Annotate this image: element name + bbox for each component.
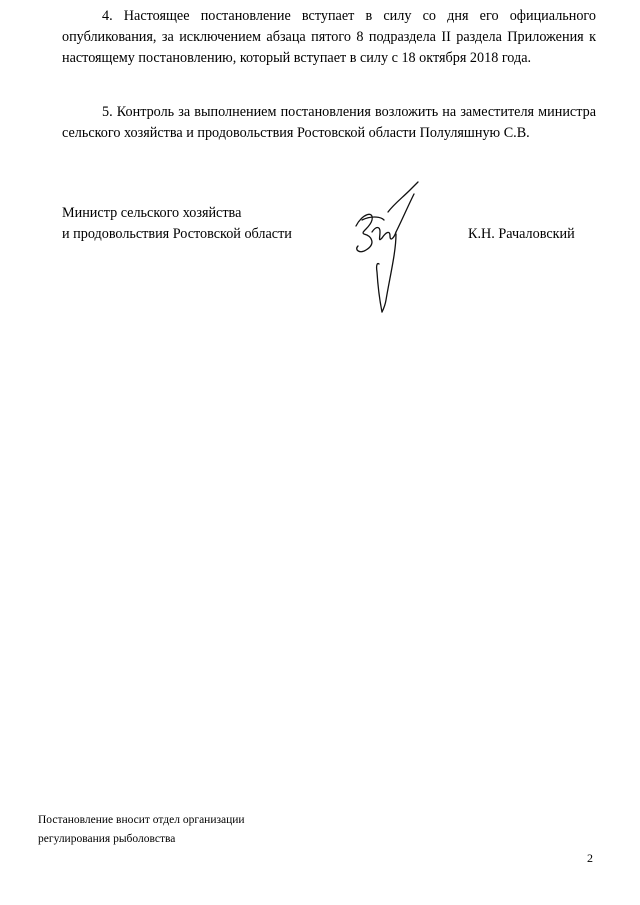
handwritten-signature-icon (350, 176, 430, 316)
signatory-name: К.Н. Рачаловский (468, 226, 575, 242)
signatory-position-line1: Министр сельского хозяйства (62, 205, 242, 221)
page-number: 2 (587, 851, 593, 865)
paragraph-effective-date: 4. Настоящее постановление вступает в силу со дня его официального опубликования, за исключением абзаца пятого 8 подраздела II раздела Приложения к настоящему постановлению, который вступает в силу с 18 октября 2018 года. (62, 8, 596, 66)
paragraph-control-assignment: 5. Контроль за выполнением постановления возложить на заместителя министра сельского хозяйства и продовольствия Ростовской области Полуляшную С.В. (62, 104, 596, 141)
submitted-by-line1: Постановление вносит отдел организации (38, 814, 245, 826)
submitted-by-line2: регулирования рыболовства (38, 833, 176, 845)
submitted-by-note (38, 811, 245, 849)
signatory-position (62, 203, 302, 245)
signatory-position-line2: и продовольствия Ростовской области (62, 226, 292, 242)
